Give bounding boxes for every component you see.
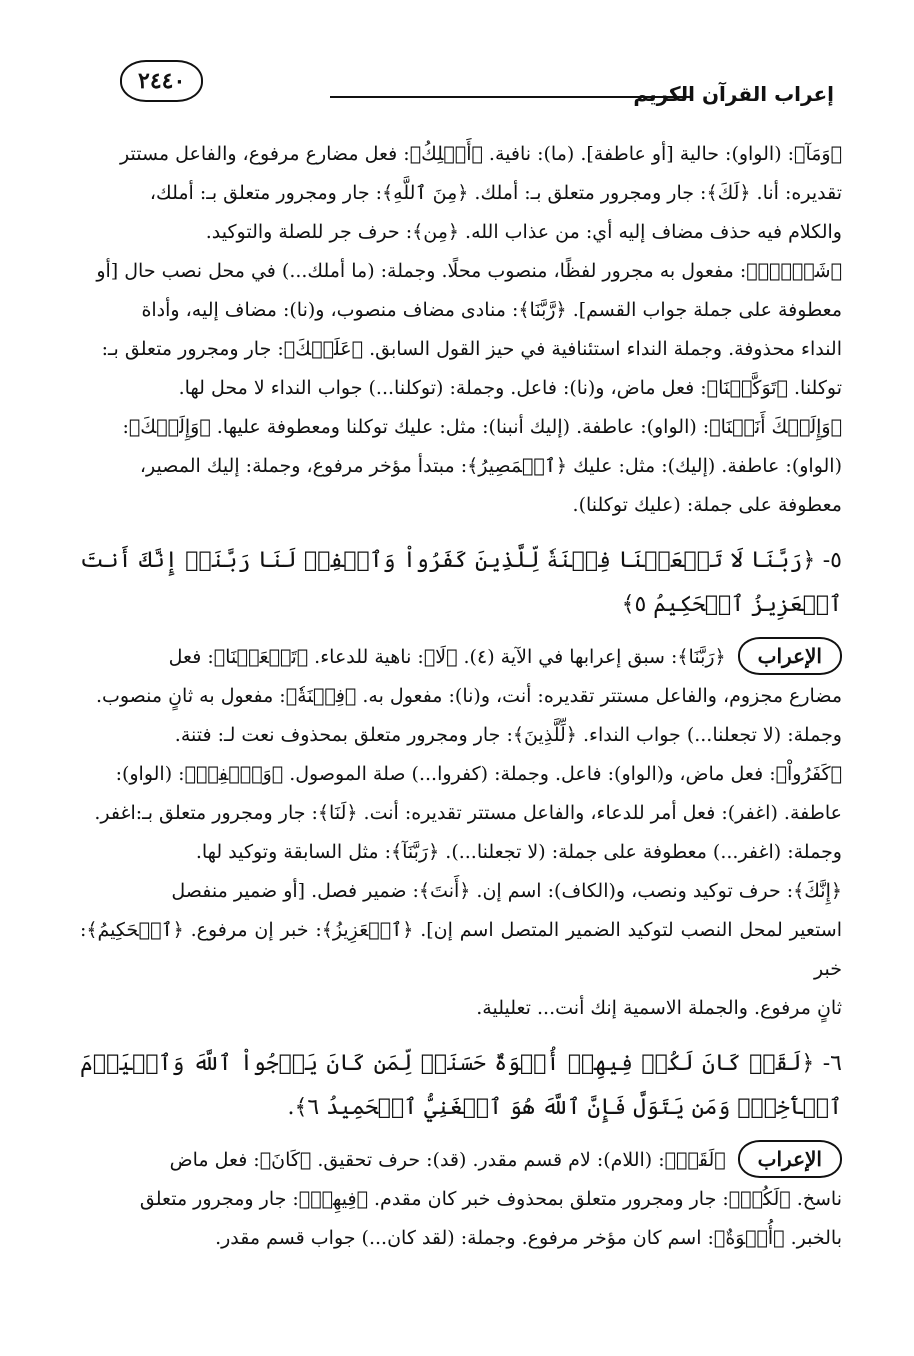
text-line: ناسخ. ﴿لَكُمۡ﴾: جار ومجرور متعلق بمحذوف خبر كان مقدم. ﴿فِيهِمۡ﴾: جار ومجرور متعلق — [139, 1188, 842, 1210]
text-line: معطوفة على جملة: (عليك توكلنا). — [572, 494, 842, 516]
section-5 — [80, 637, 842, 1028]
verse-5: ٥- ﴿رَبَّنَا لَا تَجۡعَلۡنَا فِتۡنَةٗ لِّلَّذِينَ كَفَرُواْ وَٱغۡفِرۡ لَنَا رَبَّنَآۖ إِنَّكَ أَنتَ ٱلۡعَزِيزُ ٱلۡحَكِيمُ ٥﴾ — [80, 548, 842, 617]
verse-6: ٦- ﴿لَقَدۡ كَانَ لَكُمۡ فِيهِمۡ أُسۡوَةٌ حَسَنَةٞ لِّمَن كَانَ يَرۡجُواْ ٱللَّهَ وَٱلۡيَوۡمَ ٱلۡأٓخِرَۚ وَمَن يَتَوَلَّ فَإِنَّ ٱللَّهَ هُوَ ٱلۡغَنِيُّ ٱلۡحَمِيدُ ٦﴾. — [80, 1051, 842, 1120]
text-line — [80, 1140, 842, 1180]
text-line: مضارع مجزوم، والفاعل مستتر تقديره: أنت، و(نا): مفعول به. ﴿فِتۡنَةٗ﴾: مفعول به ثانٍ منصوب. — [95, 685, 842, 707]
text-line-content: ﴿لَقَدۡ﴾: (اللام): لام قسم مقدر. (قد): حرف تحقيق. ﴿كَانَ﴾: فعل ماض — [169, 1149, 726, 1171]
text-line: ﴿كَفَرُواْ﴾: فعل ماض، و(الواو): فاعل. وجملة: (كفروا...) صلة الموصول. ﴿وَٱغۡفِرۡ﴾: (الواو): — [115, 763, 842, 785]
page-header — [70, 52, 844, 112]
text-line: استعير لمحل النصب لتوكيد الضمير المتصل اسم إن]. ﴿ٱلۡعَزِيزُ﴾: خبر إن مرفوع. ﴿ٱلۡحَكِيمُ﴾: خبر — [80, 919, 842, 980]
text-line: وجملة: (اغفر...) معطوفة على جملة: (لا تجعلنا...). ﴿رَبَّنَآ﴾: مثل السابقة وتوكيد لها. — [195, 841, 842, 863]
content — [80, 135, 842, 1258]
text-line: والكلام فيه حذف مضاف إليه أي: من عذاب الله. ﴿مِن﴾: حرف جر للصلة والتوكيد. — [205, 221, 842, 243]
text-line: ﴿وَمَآ﴾: (الواو): حالية [أو عاطفة]. (ما): نافية. ﴿أَمۡلِكُ﴾: فعل مضارع مرفوع، والفاعل مستتر — [120, 143, 842, 165]
book-title: إعراب القرآن الكريم — [633, 82, 834, 106]
section-6 — [80, 1140, 842, 1258]
text-line: ﴿إِنَّكَ﴾: حرف توكيد ونصب، و(الكاف): اسم إن. ﴿أَنتَ﴾: ضمير فصل. [أو ضمير منفصل — [171, 880, 842, 902]
text-line: بالخبر. ﴿أُسۡوَةٌ﴾: اسم كان مؤخر مرفوع. وجملة: (لقد كان...) جواب قسم مقدر. — [215, 1227, 842, 1249]
text-line: ثانٍ مرفوع. والجملة الاسمية إنك أنت... تعليلية. — [476, 997, 842, 1019]
header-rule — [330, 96, 690, 98]
text-line: وجملة: (لا تجعلنا...) جواب النداء. ﴿لِّلَّذِينَ﴾: جار ومجرور متعلق بمحذوف نعت لـ: فتنة. — [174, 724, 842, 746]
irab-badge: الإعراب — [738, 1140, 842, 1178]
text-line: النداء محذوفة. وجملة النداء استئنافية في حيز القول السابق. ﴿عَلَيۡكَ﴾: جار ومجرور متعلق بـ: — [101, 338, 842, 360]
text-line: ﴿شَيۡءٍۖ﴾: مفعول به مجرور لفظًا، منصوب محلًا. وجملة: (ما أملك...) في محل نصب حال [أو — [96, 260, 842, 282]
text-line: (الواو): عاطفة. (إليك): مثل: عليك ﴿ٱلۡمَصِيرُ﴾: مبتدأ مؤخر مرفوع، وجملة: إليك المصير، — [139, 455, 842, 477]
text-line: ﴿وَإِلَيۡكَ أَنَبۡنَا﴾: (الواو): عاطفة. (إليك أنبنا): مثل: عليك توكلنا ومعطوفة عليها. ﴿وَإِلَيۡكَ﴾: — [122, 416, 842, 438]
text-line: تقديره: أنا. ﴿لَكَ﴾: جار ومجرور متعلق بـ: أملك. ﴿مِنَ ٱللَّهِ﴾: جار ومجرور متعلق بـ: أملك، — [149, 182, 842, 204]
text-line — [80, 637, 842, 677]
section-top — [80, 135, 842, 525]
irab-badge: الإعراب — [738, 637, 842, 675]
text-line-content: ﴿رَبَّنَا﴾: سبق إعرابها في الآية (٤). ﴿لَا﴾: ناهية للدعاء. ﴿تَجۡعَلۡنَا﴾: فعل — [168, 646, 726, 668]
text-line: توكلنا. ﴿تَوَكَّلۡنَا﴾: فعل ماض، و(نا): فاعل. وجملة: (توكلنا...) جواب النداء لا محل لها. — [178, 377, 842, 399]
page-number: ٢٤٤٠ — [120, 60, 203, 102]
text-line: عاطفة. (اغفر): فعل أمر للدعاء، والفاعل مستتر تقديره: أنت. ﴿لَنَا﴾: جار ومجرور متعلق بـ:اغفر. — [94, 802, 842, 824]
text-line: معطوفة على جملة جواب القسم]. ﴿رَّبَّنَا﴾: منادى مضاف منصوب، و(نا): مضاف إليه، وأداة — [141, 299, 842, 321]
